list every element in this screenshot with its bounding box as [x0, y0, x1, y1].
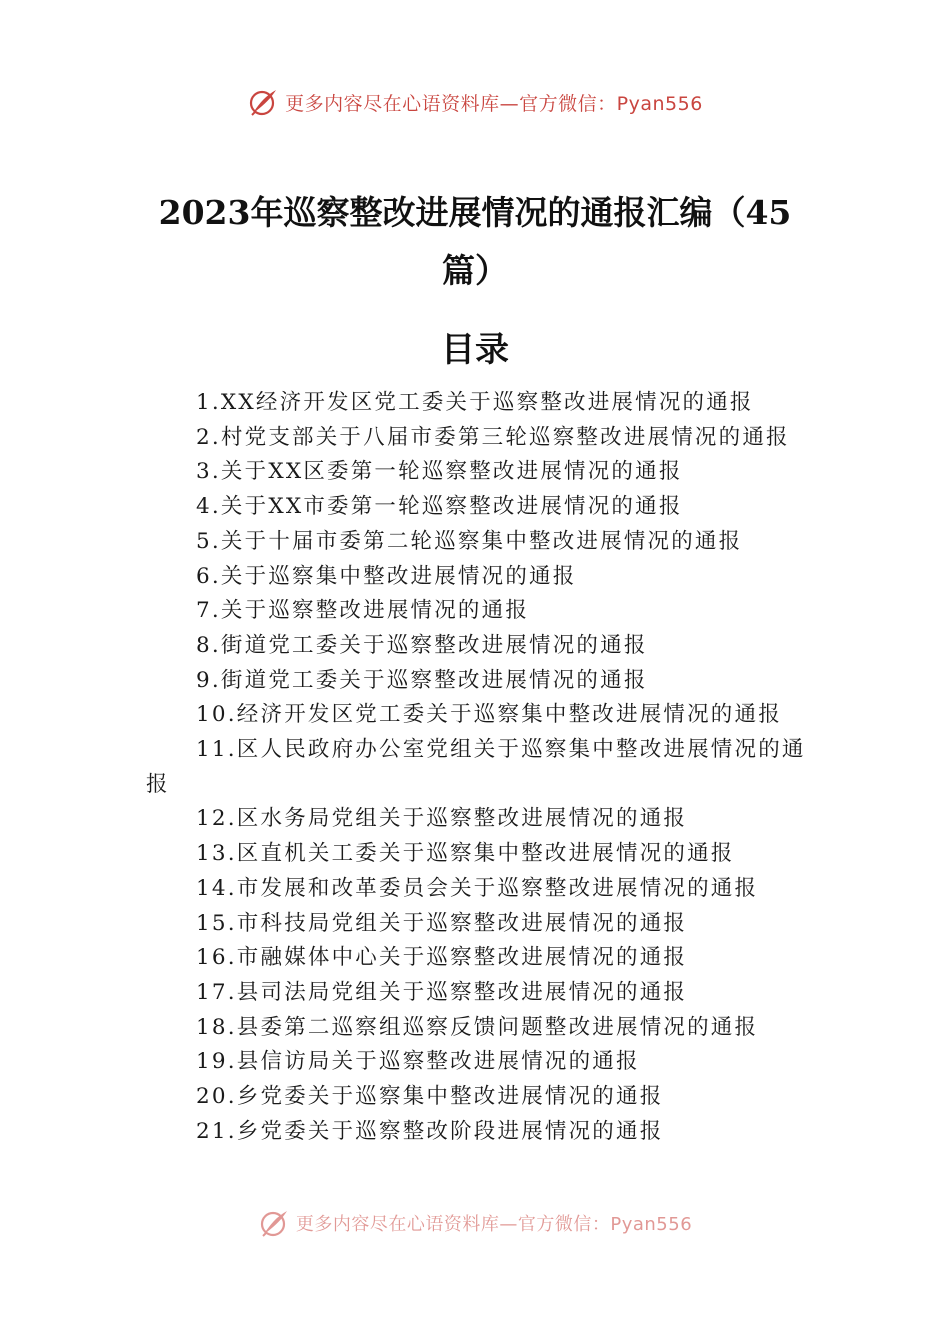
- document-title: 2023年巡察整改进展情况的通报汇编（45篇）: [158, 193, 792, 290]
- toc-item[interactable]: 14.市发展和改革委员会关于巡察整改进展情况的通报: [196, 875, 759, 901]
- toc-item[interactable]: 17.县司法局党组关于巡察整改进展情况的通报: [196, 979, 688, 1005]
- watermark-header: [0, 84, 950, 120]
- quill-logo-icon: [258, 1207, 290, 1239]
- toc-item[interactable]: 7.关于巡察整改进展情况的通报: [196, 598, 530, 624]
- toc-item[interactable]: 5.关于十届市委第二轮巡察集中整改进展情况的通报: [196, 528, 743, 554]
- toc-item[interactable]: 6.关于巡察集中整改进展情况的通报: [196, 563, 577, 589]
- toc-item[interactable]: 12.区水务局党组关于巡察整改进展情况的通报: [196, 806, 688, 832]
- toc-item[interactable]: 20.乡党委关于巡察集中整改进展情况的通报: [196, 1084, 664, 1110]
- toc-item[interactable]: 9.街道党工委关于巡察整改进展情况的通报: [196, 667, 648, 693]
- toc-item[interactable]: 8.街道党工委关于巡察整改进展情况的通报: [196, 632, 648, 658]
- toc-item[interactable]: 10.经济开发区党工委关于巡察集中整改进展情况的通报: [196, 702, 782, 728]
- quill-logo-icon: [247, 86, 279, 118]
- watermark-text: 更多内容尽在心语资料库—官方微信：Pyan556: [285, 92, 703, 115]
- toc-item[interactable]: 13.区直机关工委关于巡察集中整改进展情况的通报: [196, 841, 735, 867]
- toc-item[interactable]: 16.市融媒体中心关于巡察整改进展情况的通报: [196, 945, 688, 971]
- watermark-text: 更多内容尽在心语资料库—官方微信：Pyan556: [295, 1214, 693, 1235]
- toc-item[interactable]: 21.乡党委关于巡察整改阶段进展情况的通报: [196, 1118, 664, 1144]
- toc-item[interactable]: 3.关于XX区委第一轮巡察整改进展情况的通报: [196, 459, 683, 485]
- toc-item[interactable]: 2.村党支部关于八届市委第三轮巡察整改进展情况的通报: [196, 424, 790, 450]
- toc-item[interactable]: 19.县信访局关于巡察整改进展情况的通报: [196, 1049, 640, 1075]
- toc-item[interactable]: 4.关于XX市委第一轮巡察整改进展情况的通报: [196, 494, 683, 520]
- toc-item[interactable]: 1.XX经济开发区党工委关于巡察整改进展情况的通报: [196, 390, 754, 415]
- toc-item[interactable]: 11.区人民政府办公室党组关于巡察集中整改进展情况的通报: [146, 737, 806, 797]
- toc-item[interactable]: 18.县委第二巡察组巡察反馈问题整改进展情况的通报: [196, 1014, 759, 1040]
- watermark-footer: [0, 1208, 950, 1238]
- toc-heading: 目录: [441, 330, 509, 370]
- toc-item[interactable]: 15.市科技局党组关于巡察整改进展情况的通报: [196, 910, 688, 936]
- table-of-contents: [146, 386, 812, 1149]
